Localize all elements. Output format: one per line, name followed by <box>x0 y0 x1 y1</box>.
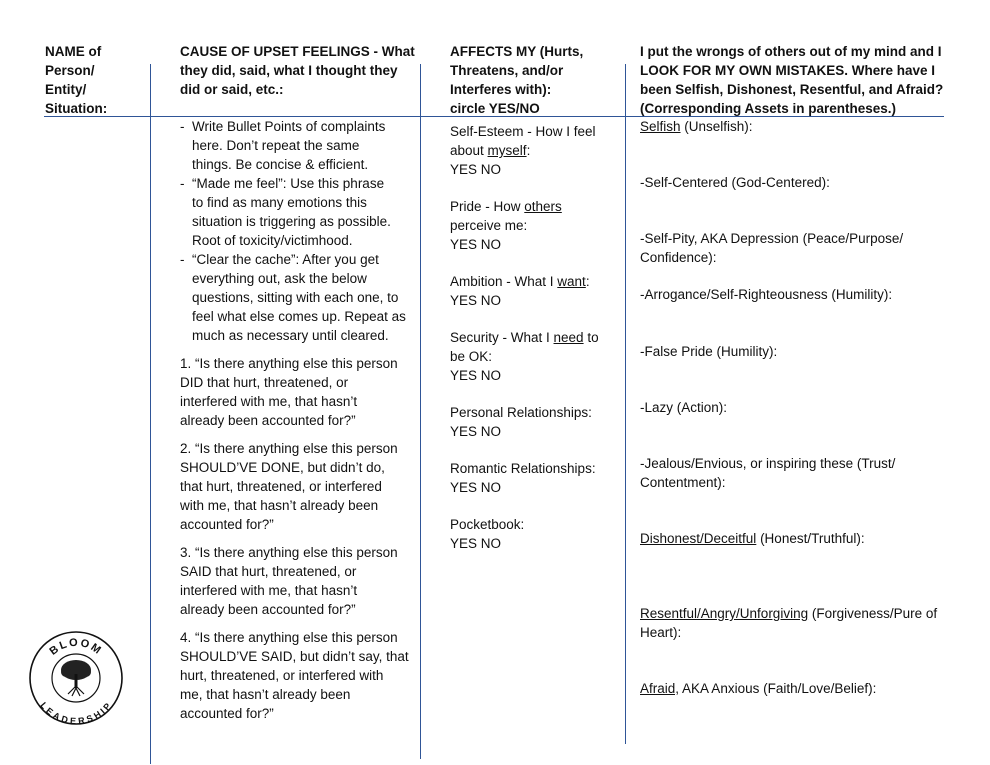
affects-ambition: Ambition - What I want: YES NO <box>450 272 620 310</box>
question-4: 4. “Is there anything else this person SHOULD’VE SAID, but didn’t say, that hurt, threatened, or interfered with me, that hasn’t already been accounted for?” <box>180 630 409 721</box>
yes-no-choice[interactable]: YES NO <box>450 237 502 252</box>
header-mistakes: I put the wrongs of others out of my mind and I LOOK FOR MY OWN MISTAKES. Where have I been Selfish, Dishonest, Resentful, and Afraid? (Corresponding Assets in parentheses.) <box>640 44 944 116</box>
affects-pride: Pride - How others perceive me: YES NO <box>450 197 620 254</box>
yes-no-choice[interactable]: YES NO <box>450 424 502 439</box>
affects-personal-relationships: Personal Relationships: YES NO <box>450 403 620 441</box>
bullet-item: - “Made me feel”: Use this phrase to find as many emotions this situation is triggering as possible. Root of toxicity/victimhood. <box>180 176 391 248</box>
header-affects: AFFECTS MY (Hurts, Threatens, and/or Interferes with): circle YES/NO <box>450 44 584 116</box>
yes-no-choice[interactable]: YES NO <box>450 536 502 551</box>
tree-icon <box>61 660 91 696</box>
column-divider-1 <box>150 64 151 764</box>
header-name: NAME of Person/ Entity/ Situation: <box>45 44 108 116</box>
defect-lazy: -Lazy (Action): <box>640 400 728 415</box>
yes-no-choice[interactable]: YES NO <box>450 162 502 177</box>
logo-bottom-text: LEADERSHIP <box>38 700 114 726</box>
affects-pocketbook: Pocketbook: YES NO <box>450 515 620 553</box>
defect-false-pride: -False Pride (Humility): <box>640 344 778 359</box>
affects-security: Security - What I need to be OK: YES NO <box>450 328 620 385</box>
column-divider-2 <box>420 64 421 759</box>
defect-selfish: Selfish (Unselfish): <box>640 119 753 134</box>
defect-jealous: -Jealous/Envious, or inspiring these (Trust/ Contentment): <box>640 456 896 490</box>
affects-romantic-relationships: Romantic Relationships: YES NO <box>450 459 620 497</box>
question-3: 3. “Is there anything else this person SAID that hurt, threatened, or interfered with me, that hasn’t already been accounted for?” <box>180 545 398 617</box>
column-divider-3 <box>625 64 626 744</box>
defect-self-centered: -Self-Centered (God-Centered): <box>640 175 830 190</box>
yes-no-choice[interactable]: YES NO <box>450 368 502 383</box>
bullet-item: - Write Bullet Points of complaints here. Don’t repeat the same things. Be concise & efficient. <box>180 119 386 172</box>
yes-no-choice[interactable]: YES NO <box>450 293 502 308</box>
defect-self-pity: -Self-Pity, AKA Depression (Peace/Purpose/ Confidence): <box>640 231 904 265</box>
bloom-leadership-logo <box>28 630 124 726</box>
question-2: 2. “Is there anything else this person SHOULD’VE DONE, but didn’t do, that hurt, threatened, or interfered with me, that hasn’t already been accounted for?” <box>180 441 398 532</box>
defect-arrogance: -Arrogance/Self-Righteousness (Humility): <box>640 287 893 302</box>
defect-resentful: Resentful/Angry/Unforgiving (Forgiveness/Pure of Heart): <box>640 606 938 640</box>
affects-column <box>450 122 620 571</box>
question-1: 1. “Is there anything else this person DID that hurt, threatened, or interfered with me, that hasn’t already been accounted for?” <box>180 356 398 428</box>
bullet-item: - “Clear the cache”: After you get everything out, ask the below questions, sitting with each one, to feel what else comes up. Repeat as much as necessary until cleared. <box>180 252 406 343</box>
header-cause: CAUSE OF UPSET FEELINGS - What they did, said, what I thought they did or said, etc.: <box>180 44 415 97</box>
affects-self-esteem: Self-Esteem - How I feel about myself: YES NO <box>450 122 620 179</box>
cause-column <box>180 117 415 723</box>
svg-text:BLOOM <box>47 637 104 658</box>
yes-no-choice[interactable]: YES NO <box>450 480 502 495</box>
svg-text:LEADERSHIP <box>38 700 113 726</box>
defect-dishonest: Dishonest/Deceitful (Honest/Truthful): <box>640 531 865 546</box>
defect-afraid: Afraid, AKA Anxious (Faith/Love/Belief): <box>640 681 877 696</box>
logo-top-text: BLOOM <box>47 636 105 658</box>
